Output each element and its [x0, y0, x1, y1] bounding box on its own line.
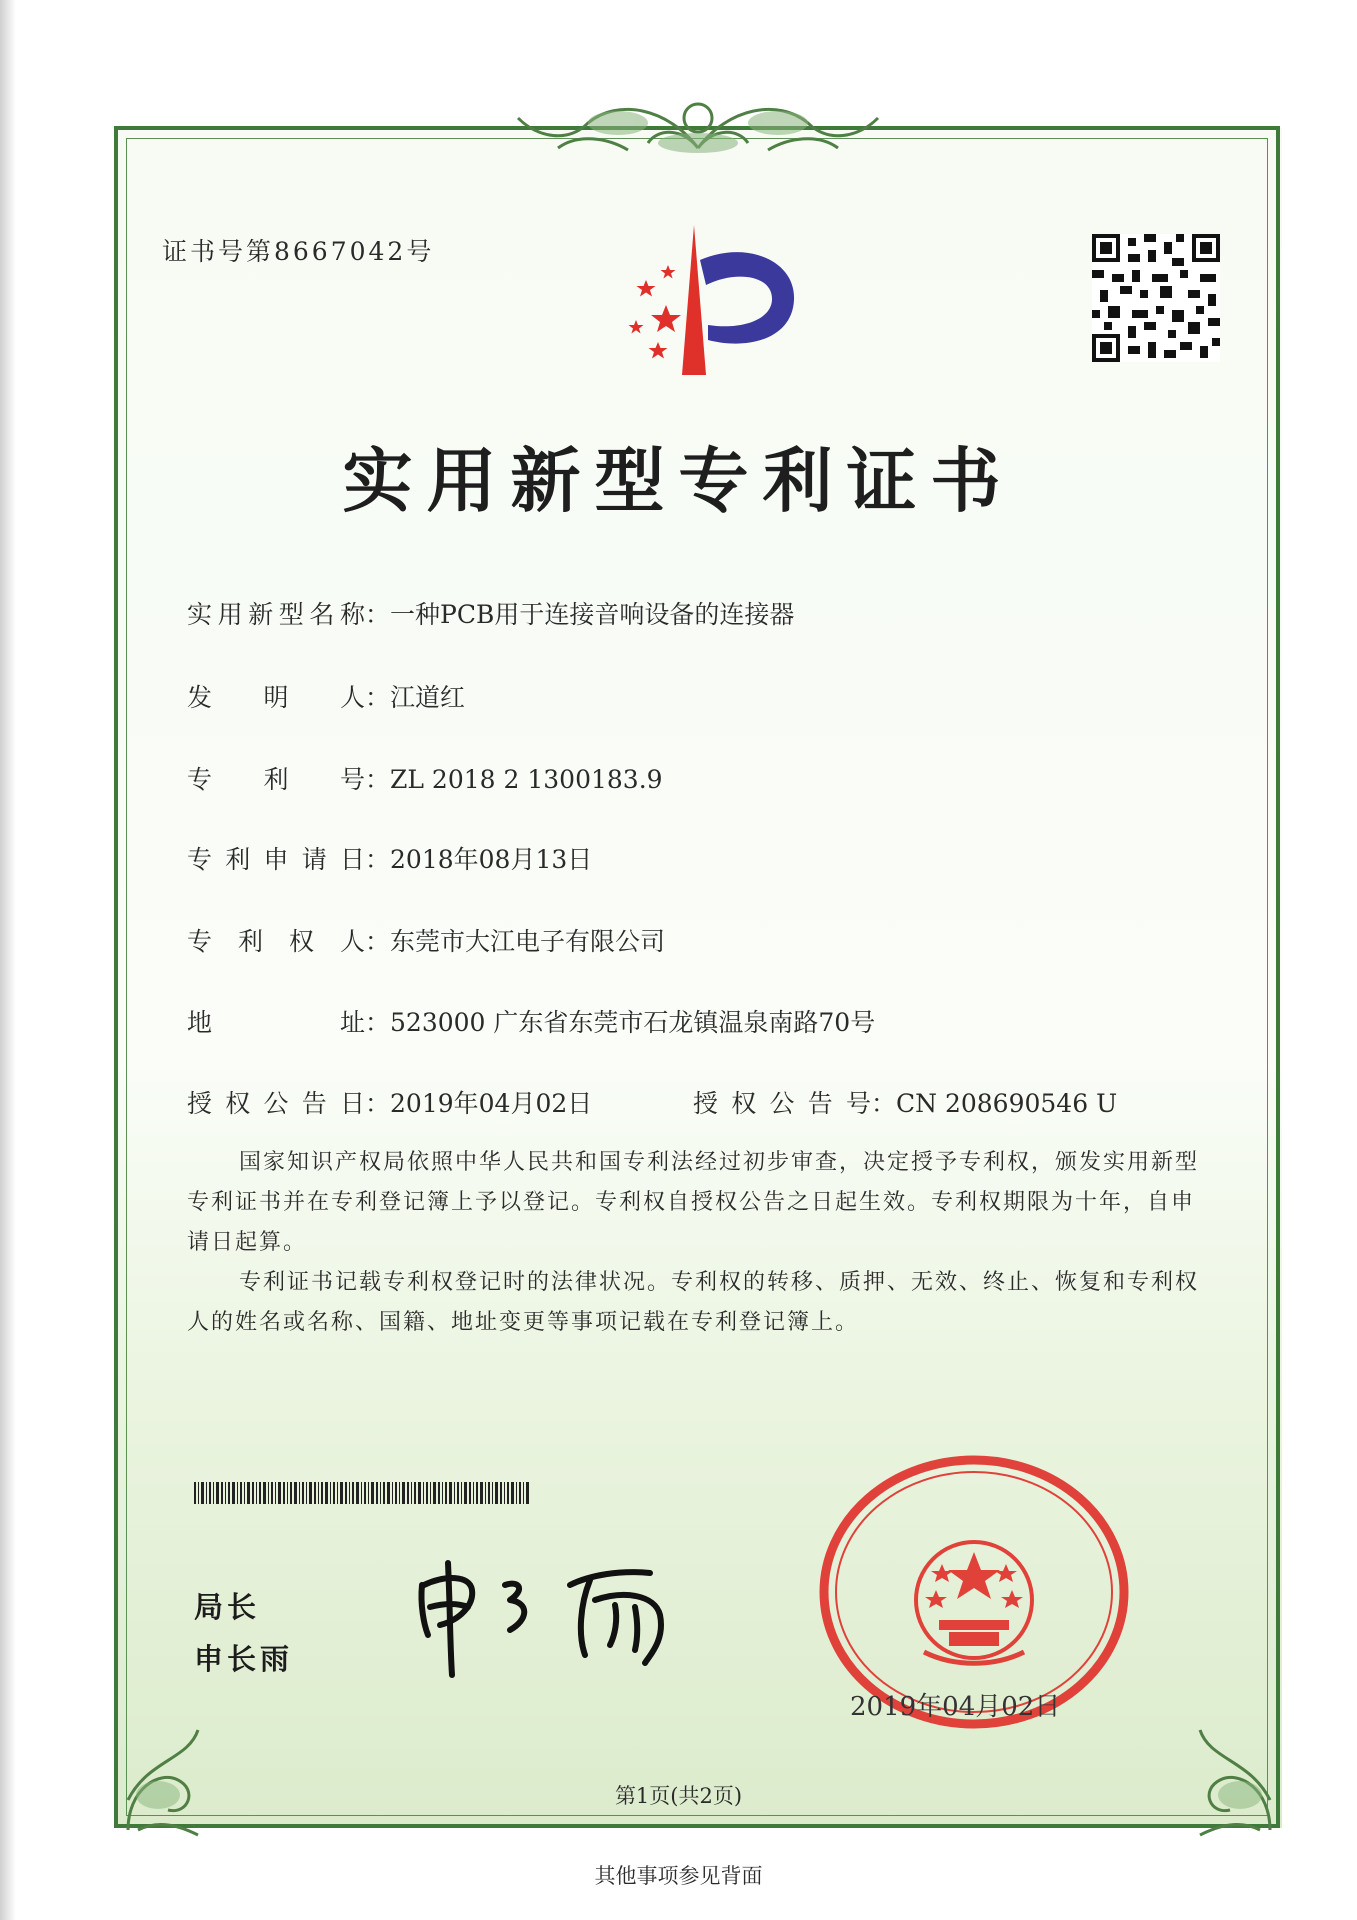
field-label: 授权公告日	[187, 1089, 365, 1118]
field-label: 专利申请日	[187, 845, 365, 874]
field-grant-date: 授权公告日：2019年04月02日	[187, 1084, 592, 1120]
statement-paragraph-1: 国家知识产权局依照中华人民共和国专利法经过初步审查，决定授予专利权，颁发实用新型专利证书并在专利登记簿上予以登记。专利权自授权公告之日起生效。专利权期限为十年，自申请日起算。	[187, 1150, 1200, 1255]
field-inventor: 发明人：江道红	[187, 678, 465, 714]
scan-edge-shadow	[0, 0, 16, 1920]
director-name: 申长雨	[194, 1642, 294, 1676]
field-value: 523000 广东省东莞市石龙镇温泉南路70号	[390, 1008, 876, 1037]
field-label: 地址	[187, 1008, 365, 1037]
corner-ornament-bottom-right-icon	[1190, 1700, 1280, 1840]
field-value: 东莞市大江电子有限公司	[390, 927, 666, 956]
field-filing-date: 专利申请日：2018年08月13日	[187, 840, 592, 876]
certificate-title: 实用新型专利证书	[342, 440, 1015, 522]
qr-code-icon	[1092, 234, 1220, 362]
barcode-icon	[194, 1482, 530, 1504]
certificate-number: 证书号第8667042号	[162, 237, 435, 266]
field-label: 授权公告号	[693, 1089, 871, 1118]
field-value: 2018年08月13日	[390, 845, 593, 874]
field-value: ZL 2018 2 1300183.9	[390, 765, 663, 794]
statement-paragraph-2: 专利证书记载专利权登记时的法律状况。专利权的转移、质押、无效、终止、恢复和专利权人的姓名或名称、国籍、地址变更等事项记载在专利登记簿上。	[187, 1270, 1200, 1335]
cnipa-emblem-icon	[596, 220, 806, 380]
field-label: 专利权人	[187, 927, 365, 956]
field-utility-model-name: 实用新型名称：一种PCB用于连接音响设备的连接器	[187, 595, 794, 631]
director-title: 局长	[194, 1590, 261, 1624]
field-label: 实用新型名称	[187, 600, 365, 629]
corner-ornament-bottom-left-icon	[118, 1700, 208, 1840]
field-patentee: 专利权人：东莞市大江电子有限公司	[187, 922, 665, 958]
field-value: 江道红	[390, 683, 466, 712]
field-grant-number: 授权公告号：CN 208690546 U	[693, 1084, 1117, 1120]
field-value: CN 208690546 U	[896, 1089, 1118, 1118]
field-patent-number: 专利号：ZL 2018 2 1300183.9	[187, 760, 663, 796]
field-label: 发明人	[187, 683, 365, 712]
field-value: 一种PCB用于连接音响设备的连接器	[390, 600, 795, 629]
field-address: 地址：523000 广东省东莞市石龙镇温泉南路70号	[187, 1003, 875, 1039]
handwritten-signature-icon	[410, 1545, 700, 1685]
top-ornament-icon	[498, 88, 898, 168]
page-info: 第1页(共2页)	[614, 1784, 743, 1808]
back-note: 其他事项参见背面	[594, 1864, 763, 1888]
seal-date: 2019年04月02日	[850, 1692, 1061, 1722]
field-value: 2019年04月02日	[390, 1089, 593, 1118]
field-label: 专利号	[187, 765, 365, 794]
